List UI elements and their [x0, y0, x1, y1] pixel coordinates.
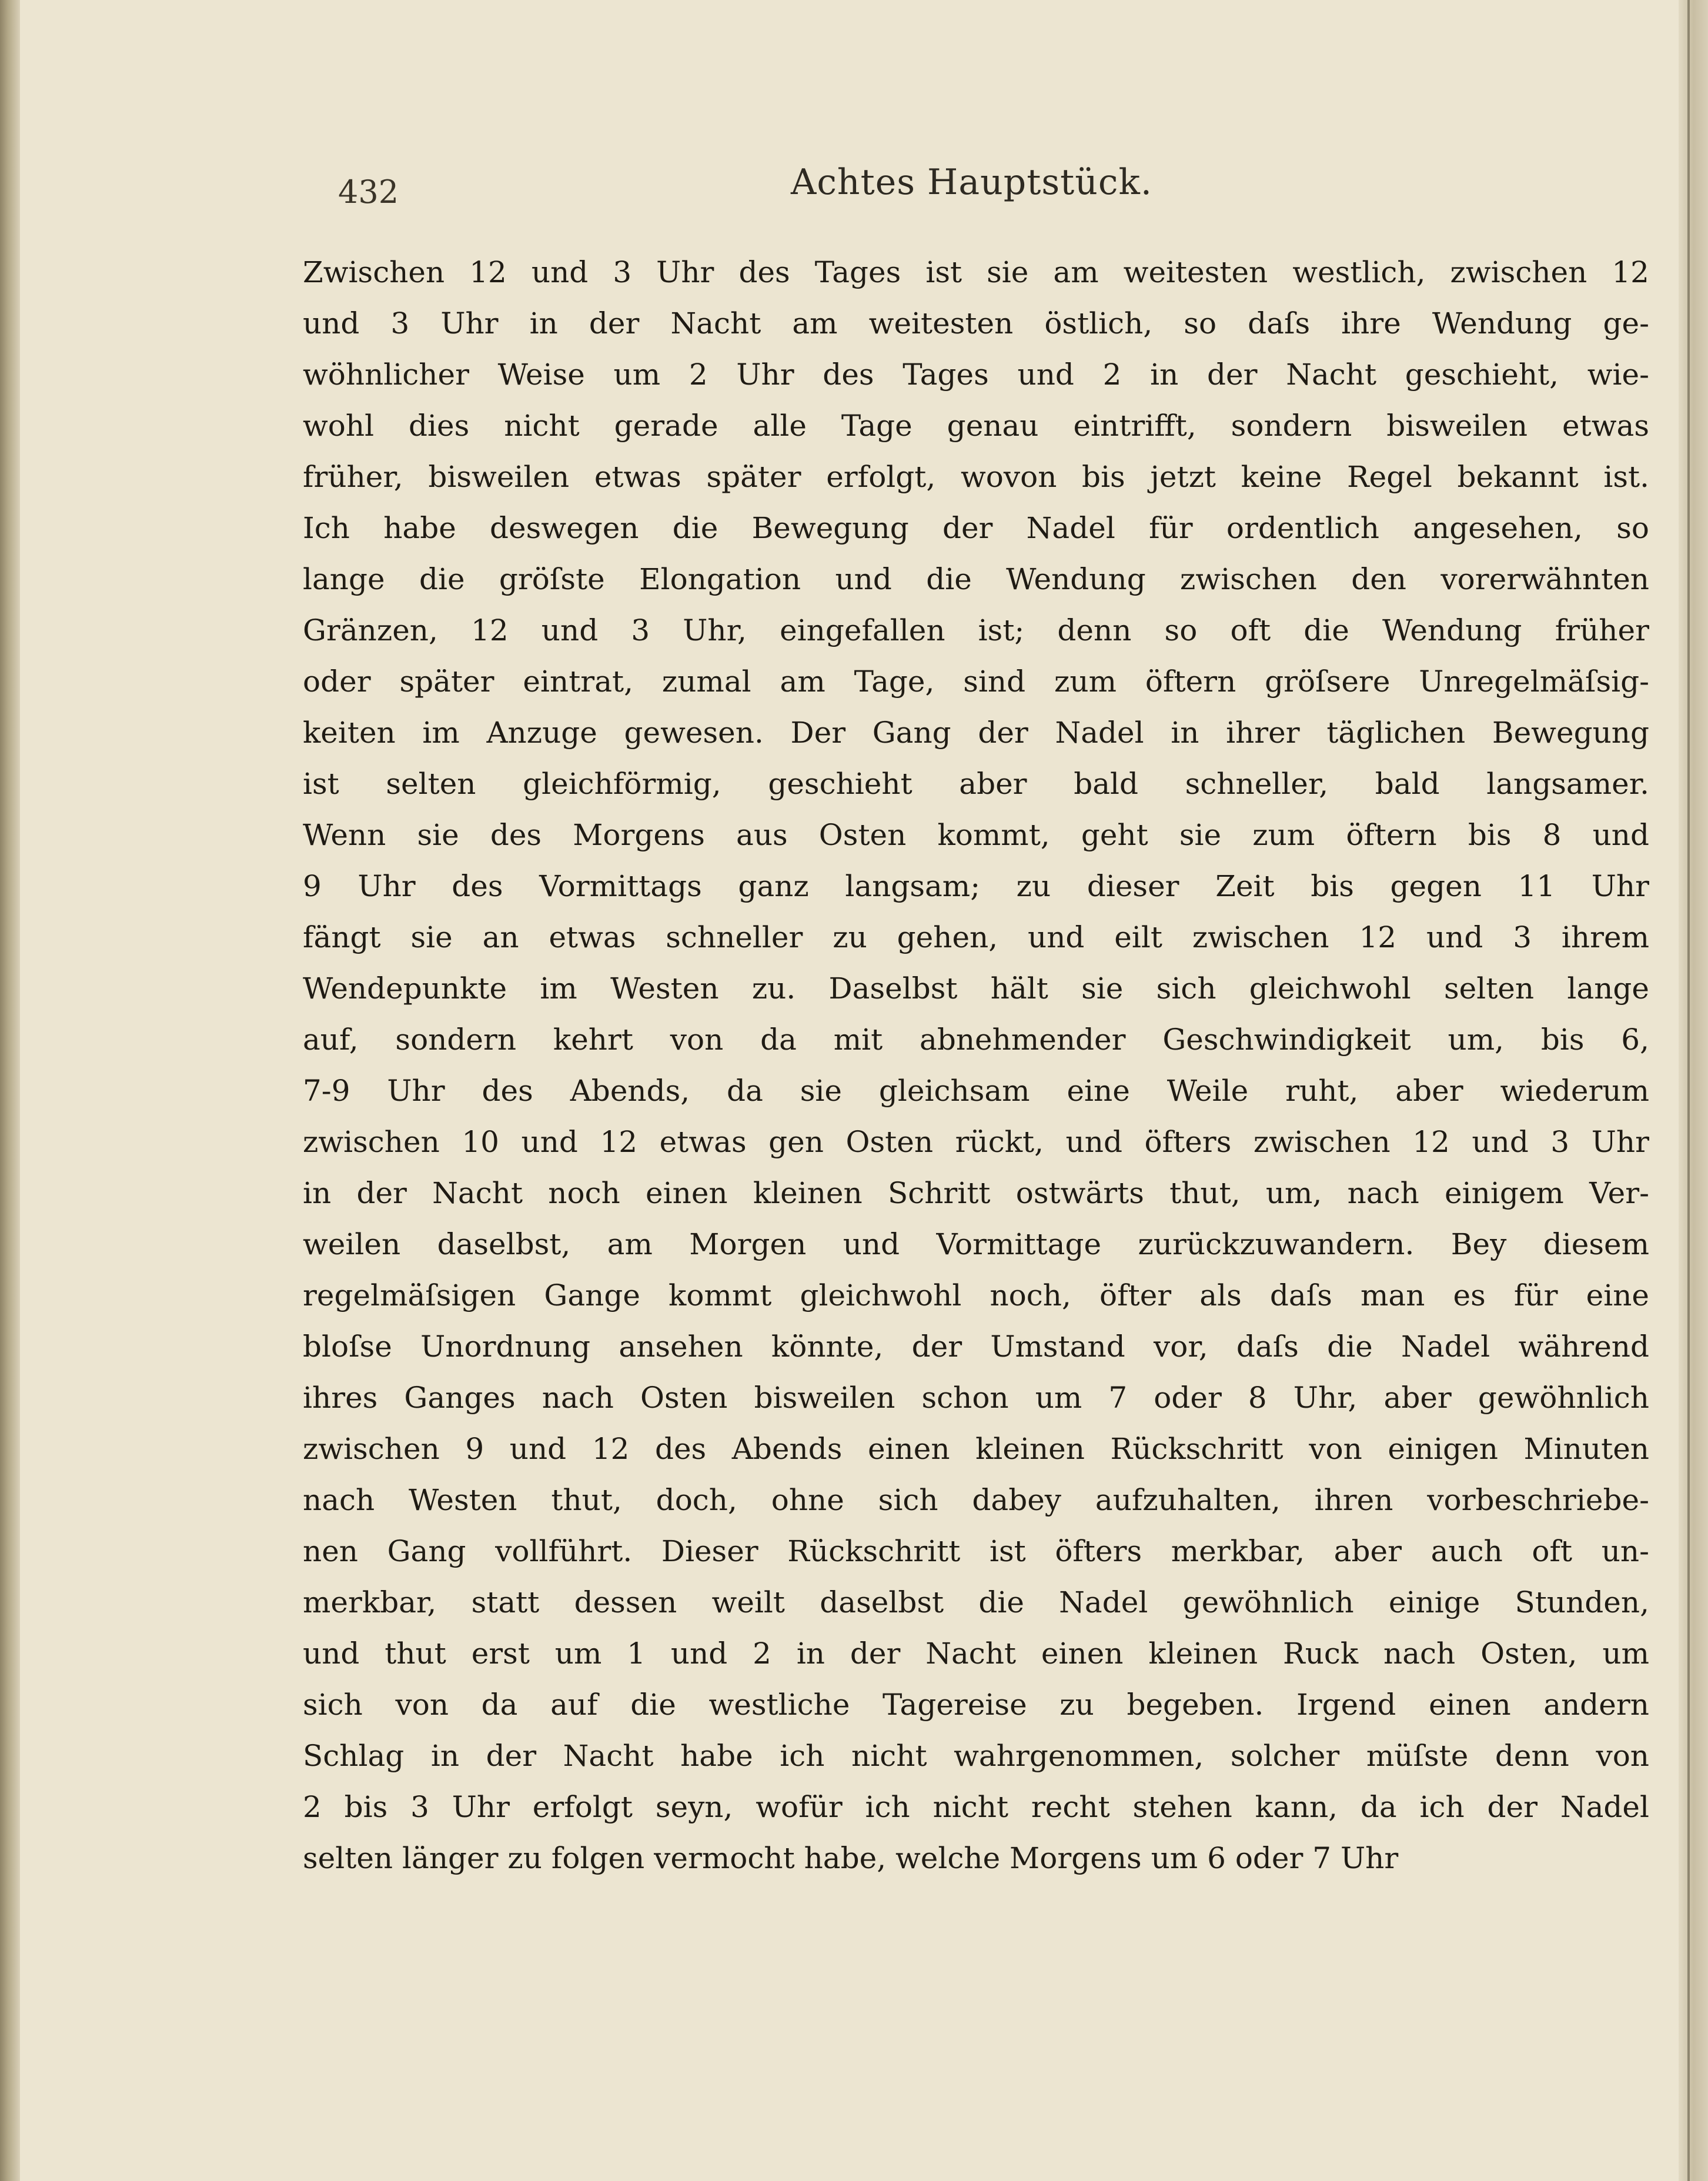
- text-line: 2 bis 3 Uhr erfolgt seyn, wofür ich nicht recht stehen kann, da ich der Nadel: [303, 1790, 1649, 1824]
- text-line: Gränzen, 12 und 3 Uhr, eingefallen ist; denn so oft die Wendung früher: [303, 613, 1649, 647]
- text-line: nach Westen thut, doch, ohne sich dabey aufzuhalten, ihren vorbeschriebe-: [303, 1483, 1649, 1517]
- text-line: und thut erst um 1 und 2 in der Nacht einen kleinen Ruck nach Osten, um: [303, 1636, 1649, 1671]
- text-line: 9 Uhr des Vormittags ganz langsam; zu dieser Zeit bis gegen 11 Uhr: [303, 869, 1649, 903]
- gutter-line: [1687, 0, 1690, 2181]
- text-line: wohl dies nicht gerade alle Tage genau eintrifft, sondern bisweilen etwas: [303, 409, 1649, 443]
- left-page-edge: [0, 0, 20, 2181]
- text-line: bloſse Unordnung ansehen könnte, der Umstand vor, daſs die Nadel während: [303, 1330, 1649, 1364]
- text-line: Schlag in der Nacht habe ich nicht wahrgenommen, solcher müſste denn von: [303, 1739, 1649, 1773]
- text-line: selten länger zu folgen vermocht habe, welche Morgens um 6 oder 7 Uhr: [303, 1841, 1399, 1875]
- text-line: weilen daselbst, am Morgen und Vormittage zurückzuwandern. Bey diesem: [303, 1227, 1649, 1261]
- text-line: zwischen 10 und 12 etwas gen Osten rückt, und öfters zwischen 12 und 3 Uhr: [303, 1125, 1649, 1159]
- right-page-edge: [1679, 0, 1708, 2181]
- text-line: lange die gröſste Elongation und die Wendung zwischen den vorerwähnten: [303, 562, 1649, 596]
- text-line: ihres Ganges nach Osten bisweilen schon um 7 oder 8 Uhr, aber gewöhnlich: [303, 1381, 1649, 1415]
- text-line: nen Gang vollführt. Dieser Rückschritt ist öfters merkbar, aber auch oft un-: [303, 1534, 1649, 1568]
- text-line: wöhnlicher Weise um 2 Uhr des Tages und 2 in der Nacht geschieht, wie-: [303, 358, 1649, 392]
- text-line: Ich habe deswegen die Bewegung der Nadel für ordentlich angesehen, so: [303, 511, 1649, 545]
- text-line: oder später eintrat, zumal am Tage, sind zum öftern gröſsere Unregelmäſsig-: [303, 664, 1649, 699]
- text-line: 7-9 Uhr des Abends, da sie gleichsam eine Weile ruht, aber wiederum: [303, 1074, 1649, 1108]
- text-line: Wenn sie des Morgens aus Osten kommt, geht sie zum öftern bis 8 und: [303, 818, 1649, 852]
- text-line: Zwischen 12 und 3 Uhr des Tages ist sie am weitesten westlich, zwischen 12: [303, 255, 1649, 289]
- text-line: und 3 Uhr in der Nacht am weitesten östlich, so daſs ihre Wendung ge-: [303, 306, 1649, 340]
- text-line: regelmäſsigen Gange kommt gleichwohl noch, öfter als daſs man es für eine: [303, 1278, 1649, 1312]
- text-line: früher, bisweilen etwas später erfolgt, wovon bis jetzt keine Regel bekannt ist.: [303, 460, 1649, 494]
- text-line: in der Nacht noch einen kleinen Schritt ostwärts thut, um, nach einigem Ver-: [303, 1176, 1649, 1210]
- text-line: auf, sondern kehrt von da mit abnehmender Geschwindigkeit um, bis 6,: [303, 1023, 1649, 1057]
- body-text: [303, 247, 1649, 1884]
- text-line: sich von da auf die westliche Tagereise zu begeben. Irgend einen andern: [303, 1688, 1649, 1722]
- text-line: ist selten gleichförmig, geschieht aber bald schneller, bald langsamer.: [303, 767, 1649, 801]
- text-line: Wendepunkte im Westen zu. Daselbst hält sie sich gleichwohl selten lange: [303, 971, 1649, 1006]
- text-line: keiten im Anzuge gewesen. Der Gang der Nadel in ihrer täglichen Bewegung: [303, 716, 1649, 750]
- page-header: [0, 162, 1708, 215]
- running-head: Achtes Hauptstück.: [791, 162, 1152, 203]
- page-number: 432: [338, 173, 399, 211]
- text-line: merkbar, statt dessen weilt daselbst die Nadel gewöhnlich einige Stunden,: [303, 1585, 1649, 1619]
- text-line: zwischen 9 und 12 des Abends einen kleinen Rückschritt von einigen Minuten: [303, 1432, 1649, 1466]
- text-line: fängt sie an etwas schneller zu gehen, und eilt zwischen 12 und 3 ihrem: [303, 920, 1649, 954]
